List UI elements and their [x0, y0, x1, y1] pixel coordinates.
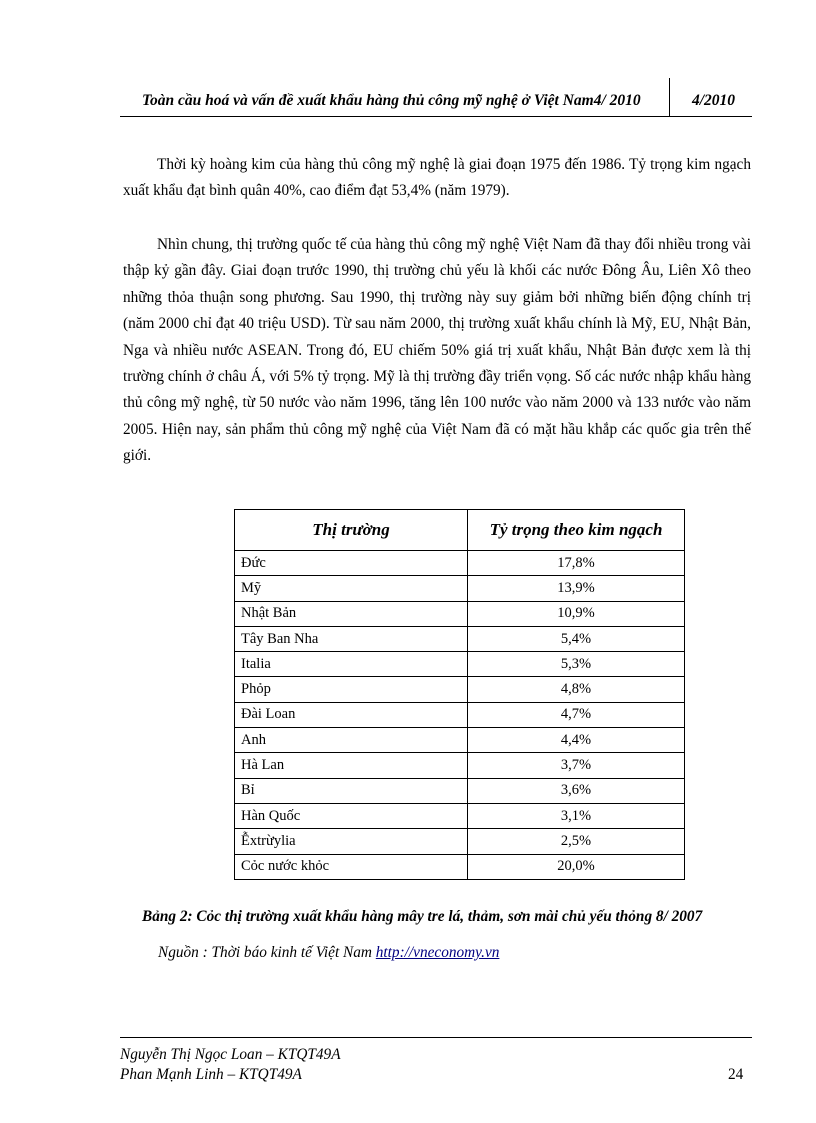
market-share: 17,8%: [468, 551, 685, 576]
market-name: Đức: [235, 551, 468, 576]
table-row: [235, 829, 685, 854]
header-title: Toàn cầu hoá và vấn đề xuất khẩu hàng thủ công mỹ nghệ ở Việt Nam4/ 2010: [142, 92, 641, 109]
export-market-table: [234, 509, 685, 880]
market-share: 4,8%: [468, 677, 685, 702]
market-name: Mỹ: [235, 576, 468, 601]
market-name: Hàn Quốc: [235, 803, 468, 828]
paragraph-golden-age: Thời kỳ hoàng kim của hàng thủ công mỹ nghệ là giai đoạn 1975 đến 1986. Tỷ trọng kim ngạch xuất khẩu đạt bình quân 40%, cao điểm đạt 53,4% (năm 1979).: [123, 156, 751, 200]
market-name: Phỏp: [235, 677, 468, 702]
table-row: [235, 652, 685, 677]
table-row: [235, 728, 685, 753]
table-row: [235, 551, 685, 576]
page-number: 24: [728, 1066, 744, 1083]
header-divider: [669, 78, 670, 116]
table-row: [235, 576, 685, 601]
market-name: Anh: [235, 728, 468, 753]
table-row: [235, 778, 685, 803]
footer-divider: [120, 1037, 752, 1038]
footer-author-2: Phan Mạnh Linh – KTQT49A: [120, 1066, 302, 1083]
market-name: Nhật Bản: [235, 601, 468, 626]
header-date: 4/2010: [692, 92, 736, 109]
table-row: [235, 702, 685, 727]
table-row: [235, 753, 685, 778]
paragraph-market-overview: Nhìn chung, thị trường quốc tế của hàng thủ công mỹ nghệ Việt Nam đã thay đổi nhiều trong vài thập kỷ gần đây. Giai đoạn trước 1990, thị trường chủ yếu là khối các nước Đông Âu, Liên Xô theo những thỏa thuận song phương. Sau 1990, thị trường này suy giảm bởi những biến động chính trị (năm 2000 chỉ đạt 40 triệu USD). Từ sau năm 2000, thị trường xuất khẩu chính là Mỹ, EU, Nhật Bản, Nga và nhiều nước ASEAN. Trong đó, EU chiếm 50% giá trị xuất khẩu, Nhật Bản được xem là thị trường chính ở châu Á, với 5% tỷ trọng. Mỹ là thị trường đầy triển vọng. Số các nước nhập khẩu hàng thủ công mỹ nghệ, từ 50 nước vào năm 1996, tăng lên 100 nước vào năm 2000 và 133 nước vào năm 2005. Hiện nay, sản phẩm thủ công mỹ nghệ của Việt Nam đã có mặt hầu khắp các quốc gia trên thế giới.: [123, 236, 751, 465]
market-share: 4,7%: [468, 702, 685, 727]
market-name: Italia: [235, 652, 468, 677]
market-share: 2,5%: [468, 829, 685, 854]
table-row: [235, 601, 685, 626]
market-share: 20,0%: [468, 854, 685, 879]
page-header: [120, 78, 752, 117]
market-share: 3,1%: [468, 803, 685, 828]
market-name: Ễxtrừylia: [235, 829, 468, 854]
table-row: [235, 803, 685, 828]
market-share: 4,4%: [468, 728, 685, 753]
market-share: 3,6%: [468, 778, 685, 803]
footer-author-1: Nguyễn Thị Ngọc Loan – KTQT49A: [120, 1046, 341, 1063]
table-row: [235, 854, 685, 879]
market-name: Tây Ban Nha: [235, 626, 468, 651]
market-name: Cỏc nước khỏc: [235, 854, 468, 879]
column-header-market: Thị trường: [235, 510, 468, 551]
table-row: [235, 626, 685, 651]
market-share: 5,3%: [468, 652, 685, 677]
market-name: Hà Lan: [235, 753, 468, 778]
market-share: 13,9%: [468, 576, 685, 601]
market-share: 3,7%: [468, 753, 685, 778]
source-line: [158, 944, 499, 962]
source-link[interactable]: http://vneconomy.vn: [375, 944, 500, 961]
market-share: 10,9%: [468, 601, 685, 626]
table-caption: Bảng 2: Cỏc thị trường xuất khẩu hàng mây tre lá, thảm, sơn mài chủ yếu thỏng 8/ 2007: [142, 908, 703, 925]
table-row: [235, 677, 685, 702]
market-share: 5,4%: [468, 626, 685, 651]
market-name: Đài Loan: [235, 702, 468, 727]
market-name: Bỉ: [235, 778, 468, 803]
column-header-share: Tỷ trọng theo kim ngạch: [468, 510, 685, 551]
table-header-row: [235, 510, 685, 551]
source-label: Nguồn : Thời báo kinh tế Việt Nam: [158, 944, 372, 961]
